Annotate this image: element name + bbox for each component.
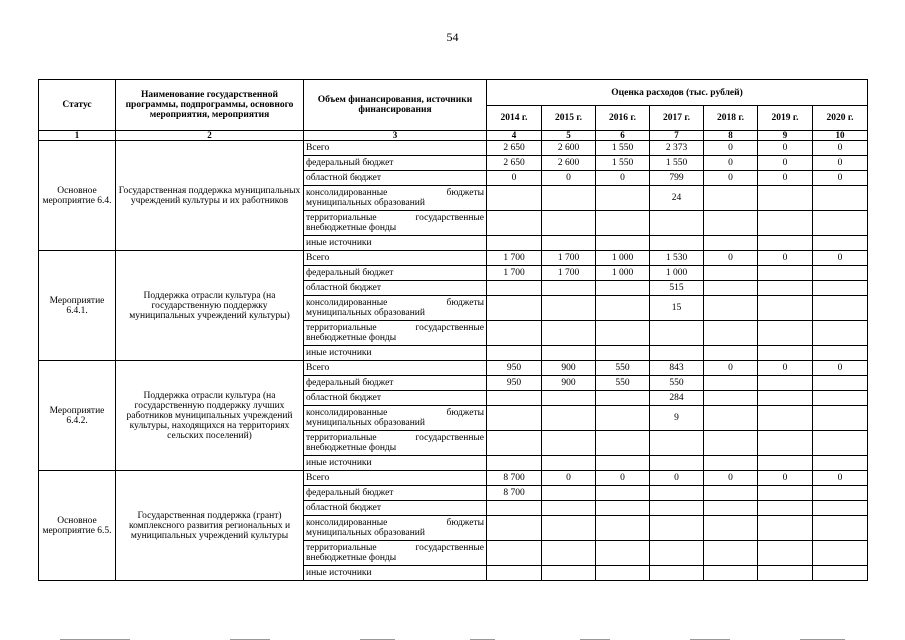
amount-cell — [704, 501, 758, 516]
funding-source-cell: Всего — [304, 141, 487, 156]
amount-cell — [542, 321, 596, 346]
amount-cell — [487, 456, 542, 471]
amount-cell — [650, 346, 704, 361]
amount-cell — [487, 516, 542, 541]
funding-source-cell: областной бюджет — [304, 501, 487, 516]
amount-cell — [542, 391, 596, 406]
amount-cell — [704, 236, 758, 251]
funding-source-cell: консолидированные бюджеты муниципальных образований — [304, 516, 487, 541]
amount-cell — [487, 391, 542, 406]
amount-cell — [704, 186, 758, 211]
amount-cell — [650, 486, 704, 501]
amount-cell: 1 530 — [650, 251, 704, 266]
funding-source-cell: консолидированные бюджеты муниципальных образований — [304, 186, 487, 211]
amount-cell — [704, 541, 758, 566]
amount-cell — [813, 236, 868, 251]
amount-cell: 0 — [704, 171, 758, 186]
amount-cell: 550 — [650, 376, 704, 391]
funding-source-cell: иные источники — [304, 566, 487, 581]
amount-cell — [542, 296, 596, 321]
amount-cell: 0 — [650, 471, 704, 486]
amount-cell — [596, 236, 650, 251]
amount-cell — [487, 431, 542, 456]
header-year: 2014 г. — [487, 106, 542, 131]
amount-cell: 0 — [704, 251, 758, 266]
amount-cell: 1 550 — [596, 141, 650, 156]
amount-cell — [596, 346, 650, 361]
amount-cell: 15 — [650, 296, 704, 321]
amount-cell — [650, 431, 704, 456]
header-year: 2018 г. — [704, 106, 758, 131]
header-year: 2020 г. — [813, 106, 868, 131]
funding-source-cell: федеральный бюджет — [304, 376, 487, 391]
header-year: 2015 г. — [542, 106, 596, 131]
funding-source-cell: областной бюджет — [304, 391, 487, 406]
funding-source-cell: Всего — [304, 251, 487, 266]
amount-cell — [813, 516, 868, 541]
amount-cell — [596, 296, 650, 321]
amount-cell: 1 000 — [596, 251, 650, 266]
amount-cell: 8 700 — [487, 471, 542, 486]
amount-cell — [704, 376, 758, 391]
amount-cell — [758, 391, 813, 406]
amount-cell — [813, 431, 868, 456]
amount-cell — [813, 486, 868, 501]
amount-cell: 0 — [813, 141, 868, 156]
column-number: 1 — [39, 131, 116, 141]
column-number: 5 — [542, 131, 596, 141]
amount-cell — [813, 391, 868, 406]
amount-cell: 0 — [596, 471, 650, 486]
amount-cell — [813, 456, 868, 471]
page-number: 54 — [446, 30, 459, 44]
status-cell: Основное мероприятие 6.4. — [39, 141, 116, 251]
table-row — [39, 251, 868, 266]
amount-cell: 1 700 — [542, 266, 596, 281]
amount-cell: 2 600 — [542, 156, 596, 171]
amount-cell: 0 — [704, 141, 758, 156]
amount-cell — [758, 266, 813, 281]
amount-cell — [813, 186, 868, 211]
amount-cell: 2 650 — [487, 156, 542, 171]
amount-cell: 799 — [650, 171, 704, 186]
amount-cell — [813, 346, 868, 361]
amount-cell — [487, 346, 542, 361]
amount-cell — [758, 516, 813, 541]
column-number: 8 — [704, 131, 758, 141]
funding-source-cell: территориальные государственные внебюджетные фонды — [304, 541, 487, 566]
amount-cell — [650, 211, 704, 236]
amount-cell — [542, 456, 596, 471]
amount-cell — [813, 296, 868, 321]
amount-cell — [813, 406, 868, 431]
page-footer-rule — [0, 636, 905, 640]
amount-cell — [542, 516, 596, 541]
amount-cell: 0 — [758, 171, 813, 186]
amount-cell — [542, 186, 596, 211]
amount-cell — [650, 456, 704, 471]
amount-cell — [704, 266, 758, 281]
amount-cell — [542, 406, 596, 431]
amount-cell — [487, 321, 542, 346]
amount-cell: 515 — [650, 281, 704, 296]
amount-cell: 1 550 — [650, 156, 704, 171]
amount-cell — [758, 431, 813, 456]
amount-cell — [596, 391, 650, 406]
amount-cell: 2 600 — [542, 141, 596, 156]
amount-cell — [542, 431, 596, 456]
funding-source-cell: территориальные государственные внебюджетные фонды — [304, 431, 487, 456]
amount-cell — [487, 541, 542, 566]
funding-source-cell: иные источники — [304, 456, 487, 471]
status-cell: Основное мероприятие 6.5. — [39, 471, 116, 581]
status-cell: Мероприятие 6.4.2. — [39, 361, 116, 471]
amount-cell — [704, 406, 758, 431]
amount-cell — [813, 541, 868, 566]
amount-cell: 0 — [813, 156, 868, 171]
funding-source-cell: областной бюджет — [304, 281, 487, 296]
amount-cell — [596, 486, 650, 501]
amount-cell — [758, 376, 813, 391]
amount-cell: 0 — [542, 471, 596, 486]
program-name-cell: Государственная поддержка муниципальных учреждений культуры и их работников — [116, 141, 304, 251]
program-name-cell: Поддержка отрасли культура (на государственную поддержку муниципальных учреждений культуры) — [116, 251, 304, 361]
table-row — [39, 141, 868, 156]
amount-cell — [704, 431, 758, 456]
amount-cell: 0 — [813, 361, 868, 376]
amount-cell: 0 — [758, 471, 813, 486]
funding-source-cell: иные источники — [304, 236, 487, 251]
amount-cell — [758, 281, 813, 296]
amount-cell: 284 — [650, 391, 704, 406]
amount-cell — [596, 566, 650, 581]
amount-cell — [596, 501, 650, 516]
amount-cell: 900 — [542, 376, 596, 391]
amount-cell — [758, 566, 813, 581]
amount-cell: 0 — [758, 361, 813, 376]
amount-cell — [758, 456, 813, 471]
amount-cell — [596, 516, 650, 541]
amount-cell: 1 700 — [542, 251, 596, 266]
amount-cell: 0 — [704, 471, 758, 486]
amount-cell — [758, 321, 813, 346]
amount-cell — [813, 321, 868, 346]
amount-cell — [650, 501, 704, 516]
column-number: 2 — [116, 131, 304, 141]
amount-cell — [542, 236, 596, 251]
amount-cell — [596, 541, 650, 566]
status-cell: Мероприятие 6.4.1. — [39, 251, 116, 361]
amount-cell: 1 700 — [487, 266, 542, 281]
amount-cell — [813, 566, 868, 581]
amount-cell — [487, 281, 542, 296]
amount-cell: 1 000 — [596, 266, 650, 281]
amount-cell — [758, 236, 813, 251]
column-number: 4 — [487, 131, 542, 141]
amount-cell: 1 700 — [487, 251, 542, 266]
column-number: 10 — [813, 131, 868, 141]
amount-cell — [487, 211, 542, 236]
amount-cell — [596, 211, 650, 236]
amount-cell: 9 — [650, 406, 704, 431]
amount-cell — [487, 501, 542, 516]
amount-cell — [650, 566, 704, 581]
amount-cell: 0 — [487, 171, 542, 186]
amount-cell — [542, 486, 596, 501]
amount-cell — [758, 211, 813, 236]
amount-cell: 550 — [596, 361, 650, 376]
table-row — [39, 471, 868, 486]
amount-cell — [704, 211, 758, 236]
header-source: Объем финансирования, источники финансирования — [304, 80, 487, 131]
amount-cell — [650, 236, 704, 251]
amount-cell — [758, 186, 813, 211]
amount-cell: 1 000 — [650, 266, 704, 281]
amount-cell: 843 — [650, 361, 704, 376]
amount-cell — [704, 391, 758, 406]
amount-cell — [813, 281, 868, 296]
amount-cell — [542, 566, 596, 581]
program-name-cell: Государственная поддержка (грант) комплексного развития региональных и муниципальных учреждений культуры — [116, 471, 304, 581]
amount-cell: 0 — [813, 471, 868, 486]
amount-cell — [704, 346, 758, 361]
table-row — [39, 361, 868, 376]
amount-cell — [596, 186, 650, 211]
amount-cell — [758, 541, 813, 566]
amount-cell: 0 — [596, 171, 650, 186]
amount-cell — [542, 501, 596, 516]
amount-cell — [596, 456, 650, 471]
amount-cell — [487, 236, 542, 251]
amount-cell: 0 — [704, 156, 758, 171]
program-name-cell: Поддержка отрасли культура (на государственную поддержку лучших работников муниципальных учреждений культуры, находящихся на территориях сельских поселений) — [116, 361, 304, 471]
amount-cell: 8 700 — [487, 486, 542, 501]
amount-cell: 0 — [813, 171, 868, 186]
table-body — [39, 141, 868, 581]
amount-cell: 550 — [596, 376, 650, 391]
amount-cell — [813, 266, 868, 281]
funding-source-cell: федеральный бюджет — [304, 156, 487, 171]
amount-cell — [596, 321, 650, 346]
amount-cell — [704, 281, 758, 296]
amount-cell — [596, 281, 650, 296]
amount-cell — [487, 296, 542, 321]
amount-cell — [487, 566, 542, 581]
funding-source-cell: федеральный бюджет — [304, 266, 487, 281]
amount-cell — [596, 406, 650, 431]
amount-cell — [650, 516, 704, 541]
amount-cell: 1 550 — [596, 156, 650, 171]
amount-cell — [758, 346, 813, 361]
column-number: 3 — [304, 131, 487, 141]
amount-cell: 0 — [758, 156, 813, 171]
column-number: 7 — [650, 131, 704, 141]
amount-cell: 900 — [542, 361, 596, 376]
amount-cell: 950 — [487, 361, 542, 376]
amount-cell — [704, 486, 758, 501]
amount-cell: 2 373 — [650, 141, 704, 156]
amount-cell — [542, 541, 596, 566]
amount-cell: 0 — [813, 251, 868, 266]
funding-source-cell: федеральный бюджет — [304, 486, 487, 501]
amount-cell — [813, 211, 868, 236]
amount-cell — [813, 376, 868, 391]
amount-cell: 0 — [542, 171, 596, 186]
amount-cell — [487, 406, 542, 431]
amount-cell: 0 — [758, 251, 813, 266]
amount-cell — [542, 211, 596, 236]
amount-cell: 0 — [704, 361, 758, 376]
amount-cell — [704, 296, 758, 321]
funding-source-cell: областной бюджет — [304, 171, 487, 186]
amount-cell — [596, 431, 650, 456]
amount-cell — [758, 501, 813, 516]
amount-cell: 950 — [487, 376, 542, 391]
header-year: 2019 г. — [758, 106, 813, 131]
amount-cell — [758, 296, 813, 321]
amount-cell — [704, 321, 758, 346]
funding-source-cell: иные источники — [304, 346, 487, 361]
funding-source-cell: территориальные государственные внебюджетные фонды — [304, 321, 487, 346]
amount-cell — [813, 501, 868, 516]
amount-cell — [704, 516, 758, 541]
header-name: Наименование государственной программы, подпрограммы, основного мероприятия, мероприятия — [116, 80, 304, 131]
amount-cell: 0 — [758, 141, 813, 156]
header-status: Статус — [39, 80, 116, 131]
budget-table — [38, 79, 868, 581]
amount-cell — [650, 541, 704, 566]
amount-cell — [704, 566, 758, 581]
amount-cell — [650, 321, 704, 346]
funding-source-cell: Всего — [304, 471, 487, 486]
header-year: 2016 г. — [596, 106, 650, 131]
amount-cell — [542, 281, 596, 296]
header-estimate: Оценка расходов (тыс. рублей) — [487, 80, 868, 106]
funding-source-cell: территориальные государственные внебюджетные фонды — [304, 211, 487, 236]
funding-source-cell: Всего — [304, 361, 487, 376]
column-number: 6 — [596, 131, 650, 141]
amount-cell — [487, 186, 542, 211]
header-year: 2017 г. — [650, 106, 704, 131]
funding-source-cell: консолидированные бюджеты муниципальных образований — [304, 296, 487, 321]
amount-cell — [758, 486, 813, 501]
funding-source-cell: консолидированные бюджеты муниципальных образований — [304, 406, 487, 431]
amount-cell: 24 — [650, 186, 704, 211]
amount-cell: 2 650 — [487, 141, 542, 156]
amount-cell — [704, 456, 758, 471]
column-number: 9 — [758, 131, 813, 141]
amount-cell — [542, 346, 596, 361]
amount-cell — [758, 406, 813, 431]
